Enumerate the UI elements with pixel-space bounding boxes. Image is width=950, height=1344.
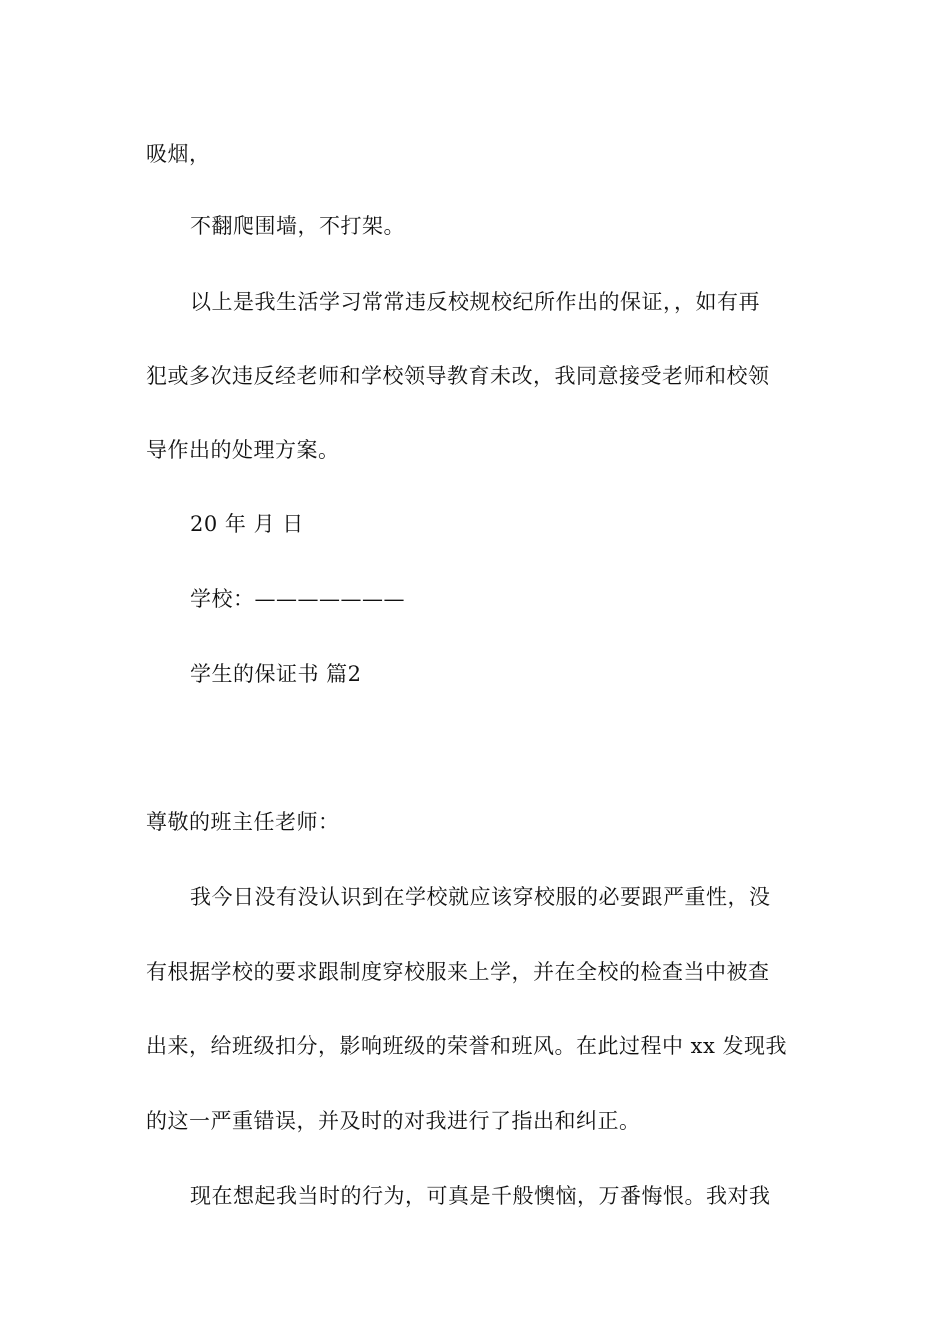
text-line: 不翻爬围墙，不打架。	[190, 214, 405, 238]
section-title: 学生的保证书 篇2	[190, 662, 362, 686]
text-line: 犯或多次违反经老师和学校领导教育未改，我同意接受老师和校领	[146, 364, 770, 388]
text-line: 我今日没有没认识到在学校就应该穿校服的必要跟严重性，没	[190, 885, 771, 909]
text-line: 现在想起我当时的行为，可真是千般懊恼，万番悔恨。我对我	[190, 1184, 771, 1208]
text-line: 有根据学校的要求跟制度穿校服来上学，并在全校的检查当中被查	[146, 960, 770, 984]
school-line: 学校：———————	[190, 587, 405, 611]
text-line: 以上是我生活学习常常违反校规校纪所作出的保证，，如有再	[190, 290, 760, 314]
date-line: 20 年 月 日	[190, 512, 304, 536]
text-line: 吸烟，	[146, 142, 211, 166]
salutation: 尊敬的班主任老师：	[146, 810, 340, 834]
text-line: 出来，给班级扣分，影响班级的荣誉和班风。在此过程中 xx 发现我	[146, 1034, 788, 1058]
text-line: 的这一严重错误，并及时的对我进行了指出和纠正。	[146, 1109, 641, 1133]
text-line: 导作出的处理方案。	[146, 438, 340, 462]
